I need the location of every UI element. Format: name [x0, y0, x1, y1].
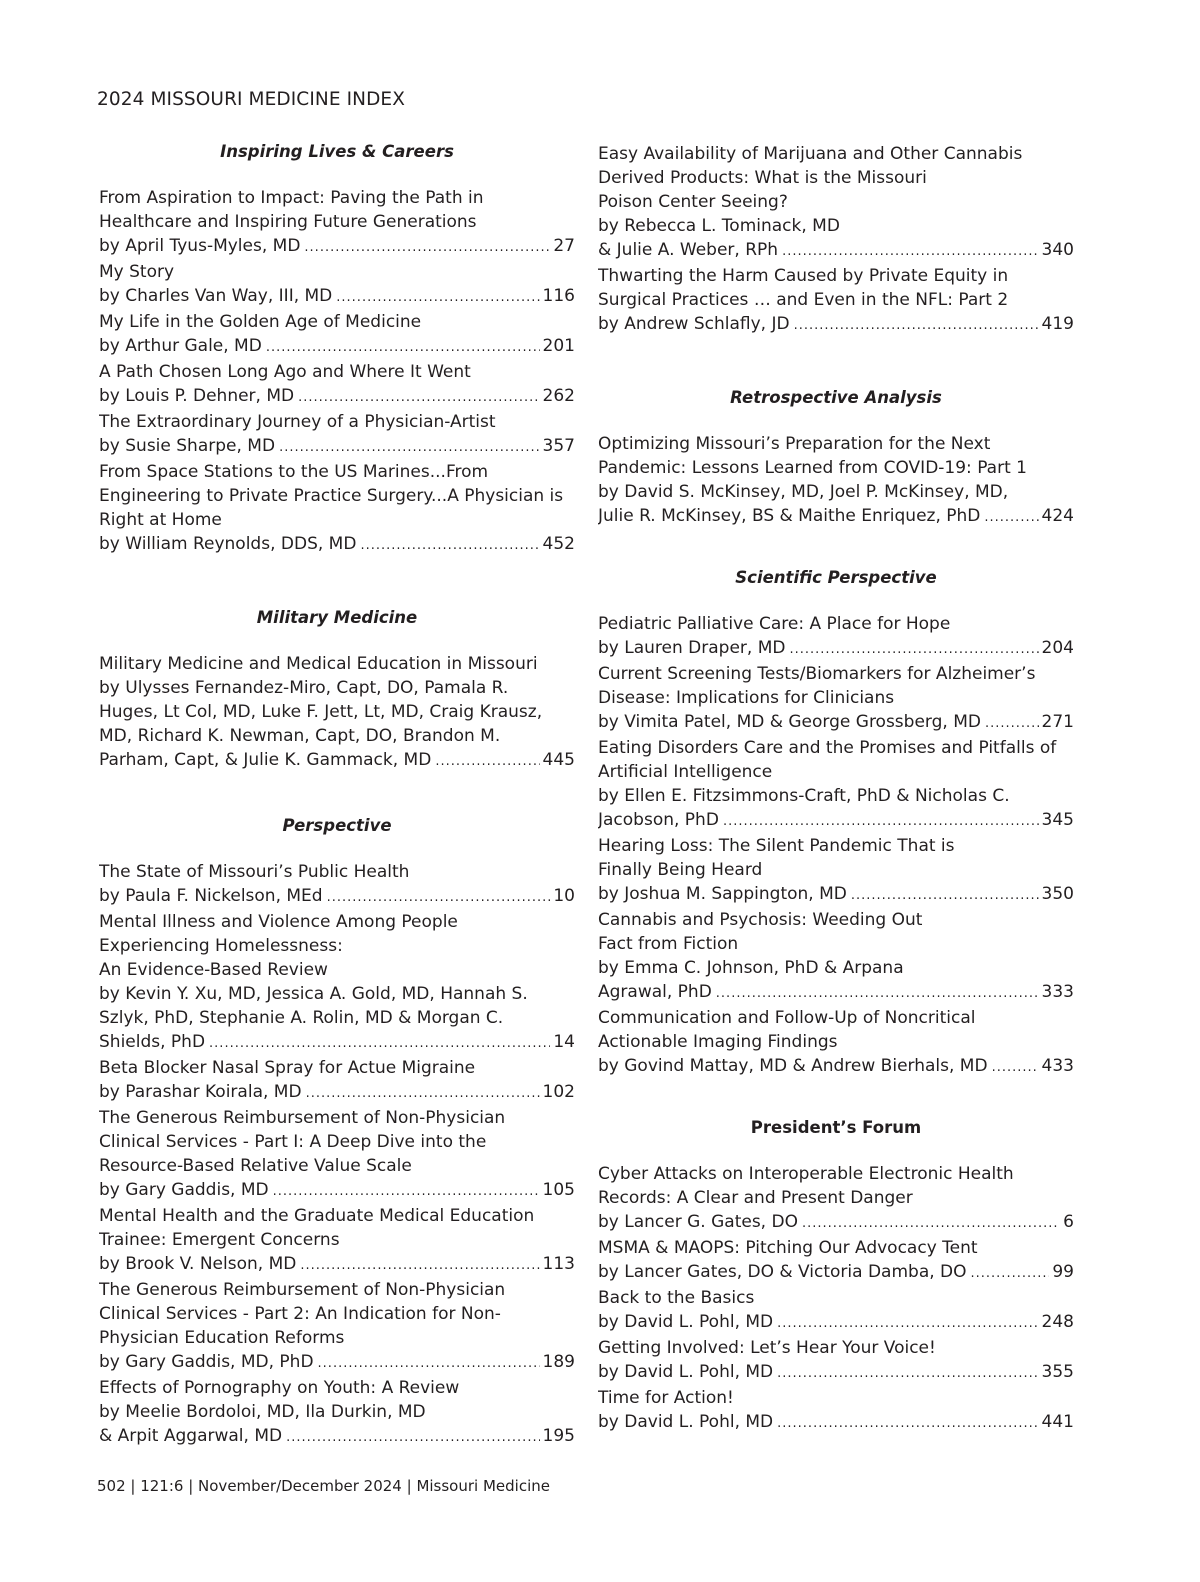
index-entry-byline [99, 1350, 575, 1376]
dot-leader [286, 1426, 539, 1450]
page-number: 27 [553, 236, 575, 256]
index-entry-line: Actionable Imaging Findings [598, 1032, 838, 1052]
page-title: 2024 MISSOURI MEDICINE INDEX [97, 89, 405, 110]
index-entry-byline [598, 980, 1074, 1006]
page-number: 99 [1052, 1262, 1074, 1282]
entry-author: by Govind Mattay, MD & Andrew Bierhals, MD [598, 1056, 988, 1076]
section-heading: Retrospective Analysis [730, 388, 942, 407]
dot-leader [300, 1254, 539, 1278]
index-entry-line: MSMA & MAOPS: Pitching Our Advocacy Tent [598, 1238, 978, 1258]
dot-leader [789, 638, 1038, 662]
index-section [598, 386, 1074, 530]
index-entry-byline [99, 884, 575, 910]
index-entry-byline [598, 1360, 1074, 1386]
dot-leader [984, 506, 1038, 530]
index-entry-byline [99, 1252, 575, 1278]
index-entry-byline [598, 238, 1074, 264]
dot-leader [273, 1180, 540, 1204]
entry-author: Parham, Capt, & Julie K. Gammack, MD [99, 750, 432, 770]
page-number: 189 [542, 1352, 575, 1372]
index-entry-byline [99, 1080, 575, 1106]
right-column [598, 142, 1074, 1436]
dot-leader [777, 1362, 1038, 1386]
entry-author: by Louis P. Dehner, MD [99, 386, 295, 406]
page-number: 10 [553, 886, 575, 906]
entry-author: by April Tyus-Myles, MD [99, 236, 301, 256]
index-entry-line: Szlyk, PhD, Stephanie A. Rolin, MD & Morgan C. [99, 1008, 504, 1028]
dot-leader [782, 240, 1038, 264]
index-entry-byline [598, 504, 1074, 530]
section-heading: Scientific Perspective [735, 568, 937, 587]
dot-leader [723, 810, 1039, 834]
index-entry-line: by Ellen E. Fitzsimmons-Craft, PhD & Nicholas C. [598, 786, 1010, 806]
index-section [598, 566, 1074, 1080]
dot-leader [435, 750, 539, 774]
dot-leader [266, 336, 540, 360]
index-entry-line: Poison Center Seeing? [598, 192, 788, 212]
index-entry-line: Effects of Pornography on Youth: A Review [99, 1378, 460, 1398]
index-entry-line: A Path Chosen Long Ago and Where It Went [99, 362, 471, 382]
entry-author: Jacobson, PhD [598, 810, 719, 830]
page-number: 116 [542, 286, 575, 306]
index-entry-line: Mental Health and the Graduate Medical Education [99, 1206, 535, 1226]
dot-leader [716, 982, 1039, 1006]
index-entry-byline [99, 234, 575, 260]
dot-leader [851, 884, 1039, 908]
page-number: 350 [1041, 884, 1074, 904]
index-entry-byline [598, 1410, 1074, 1436]
dot-leader [304, 236, 550, 260]
left-column [99, 140, 575, 1450]
index-entry-byline [99, 1030, 575, 1056]
dot-leader [985, 712, 1039, 736]
section-heading: Perspective [282, 816, 392, 835]
page-number: 419 [1041, 314, 1074, 334]
entry-author: by Joshua M. Sappington, MD [598, 884, 847, 904]
page-number: 105 [542, 1180, 575, 1200]
index-entry-line: Engineering to Private Practice Surgery...A Physician is [99, 486, 564, 506]
dot-leader [336, 286, 539, 310]
entry-author: by Gary Gaddis, MD, PhD [99, 1352, 314, 1372]
index-entry-line: Disease: Implications for Clinicians [598, 688, 895, 708]
page-number: 204 [1041, 638, 1074, 658]
index-entry-line: Huges, Lt Col, MD, Luke F. Jett, Lt, MD, Craig Krausz, [99, 702, 543, 722]
dot-leader [777, 1412, 1038, 1436]
index-entry-line: Optimizing Missouri’s Preparation for the Next [598, 434, 991, 454]
page-number: 248 [1041, 1312, 1074, 1332]
index-entry-line: Derived Products: What is the Missouri [598, 168, 927, 188]
index-entry-line: by Ulysses Fernandez-Miro, Capt, DO, Pamala R. [99, 678, 509, 698]
index-entry-line: From Aspiration to Impact: Paving the Path in [99, 188, 484, 208]
dot-leader [327, 886, 551, 910]
page-number: 262 [542, 386, 575, 406]
entry-author: Agrawal, PhD [598, 982, 712, 1002]
entry-author: by Vimita Patel, MD & George Grossberg, MD [598, 712, 981, 732]
index-entry-line: Easy Availability of Marijuana and Other Cannabis [598, 144, 1023, 164]
entry-author: by Lancer Gates, DO & Victoria Damba, DO [598, 1262, 967, 1282]
page-number: 102 [542, 1082, 575, 1102]
index-entry-line: Cyber Attacks on Interoperable Electronic Health [598, 1164, 1014, 1184]
index-entry-line: Trainee: Emergent Concerns [99, 1230, 340, 1250]
index-entry-byline [598, 808, 1074, 834]
dot-leader [971, 1262, 1050, 1286]
entry-author: by William Reynolds, DDS, MD [99, 534, 357, 554]
page-number: 271 [1041, 712, 1074, 732]
dot-leader [279, 436, 539, 460]
entry-author: Shields, PhD [99, 1032, 206, 1052]
index-entry-byline [99, 284, 575, 310]
index-entry-byline [99, 748, 575, 774]
index-entry-line: My Life in the Golden Age of Medicine [99, 312, 422, 332]
index-entry-byline [99, 384, 575, 410]
entry-author: by Paula F. Nickelson, MEd [99, 886, 323, 906]
index-entry-byline [99, 1178, 575, 1204]
index-entry-line: Fact from Fiction [598, 934, 739, 954]
index-entry-byline [598, 1210, 1074, 1236]
index-entry-line: by Emma C. Johnson, PhD & Arpana [598, 958, 904, 978]
index-entry-byline [598, 1260, 1074, 1286]
dot-leader [318, 1352, 540, 1376]
index-entry-line: by Kevin Y. Xu, MD, Jessica A. Gold, MD, Hannah S. [99, 984, 528, 1004]
index-entry-line: Clinical Services - Part 2: An Indication for Non- [99, 1304, 501, 1324]
section-heading: President’s Forum [750, 1118, 922, 1137]
index-entry-byline [598, 1054, 1074, 1080]
index-entry-line: Pediatric Palliative Care: A Place for Hope [598, 614, 951, 634]
dot-leader [794, 314, 1039, 338]
page-number: 333 [1041, 982, 1074, 1002]
entry-author: by Brook V. Nelson, MD [99, 1254, 297, 1274]
index-entry-line: An Evidence-Based Review [99, 960, 328, 980]
section-heading: Inspiring Lives & Careers [220, 142, 454, 161]
index-entry-line: Military Medicine and Medical Education in Missouri [99, 654, 538, 674]
page-number: 201 [542, 336, 575, 356]
page-number: 355 [1041, 1362, 1074, 1382]
index-entry-line: Finally Being Heard [598, 860, 763, 880]
page-number: 424 [1041, 506, 1074, 526]
entry-author: by Charles Van Way, III, MD [99, 286, 333, 306]
index-entry-line: Records: A Clear and Present Danger [598, 1188, 913, 1208]
index-entry-byline [99, 532, 575, 558]
index-entry-line: Clinical Services - Part I: A Deep Dive into the [99, 1132, 487, 1152]
entry-author: by Lancer G. Gates, DO [598, 1212, 798, 1232]
entry-author: & Julie A. Weber, RPh [598, 240, 779, 260]
index-entry-line: Current Screening Tests/Biomarkers for Alzheimer’s [598, 664, 1036, 684]
entry-author: by Susie Sharpe, MD [99, 436, 276, 456]
page-number: 113 [542, 1254, 575, 1274]
page-number: 195 [542, 1426, 575, 1446]
index-section [99, 814, 575, 1450]
entry-author: by Gary Gaddis, MD [99, 1180, 269, 1200]
index-entry-line: Surgical Practices … and Even in the NFL: Part 2 [598, 290, 1009, 310]
entry-author: by Parashar Koirala, MD [99, 1082, 302, 1102]
entry-author: by David L. Pohl, MD [598, 1312, 774, 1332]
entry-author: by Arthur Gale, MD [99, 336, 262, 356]
page-number: 441 [1041, 1412, 1074, 1432]
index-entry-line: Mental Illness and Violence Among People [99, 912, 458, 932]
dot-leader [992, 1056, 1039, 1080]
index-entry-line: by Rebecca L. Tominack, MD [598, 216, 840, 236]
index-entry-line: by David S. McKinsey, MD, Joel P. McKinsey, MD, [598, 482, 1009, 502]
index-entry-line: Hearing Loss: The Silent Pandemic That is [598, 836, 955, 856]
index-entry-line: The Generous Reimbursement of Non-Physician [99, 1280, 506, 1300]
index-entry-byline [598, 1310, 1074, 1336]
index-entry-line: Artificial Intelligence [598, 762, 773, 782]
index-entry-byline [598, 710, 1074, 736]
index-entry-line: Eating Disorders Care and the Promises and Pitfalls of [598, 738, 1057, 758]
index-entry-line: Pandemic: Lessons Learned from COVID-19: Part 1 [598, 458, 1027, 478]
index-entry-line: Cannabis and Psychosis: Weeding Out [598, 910, 923, 930]
page-number: 357 [542, 436, 575, 456]
section-heading: Military Medicine [256, 608, 418, 627]
index-entry-line: The Generous Reimbursement of Non-Physician [99, 1108, 506, 1128]
index-entry-line: Back to the Basics [598, 1288, 755, 1308]
entry-author: by David L. Pohl, MD [598, 1412, 774, 1432]
index-section [598, 1116, 1074, 1436]
index-entry-line: Beta Blocker Nasal Spray for Actue Migraine [99, 1058, 476, 1078]
index-entry-byline [598, 312, 1074, 338]
dot-leader [360, 534, 539, 558]
dot-leader [298, 386, 539, 410]
entry-author: by Andrew Schlafly, JD [598, 314, 790, 334]
entry-author: by David L. Pohl, MD [598, 1362, 774, 1382]
index-entry-line: Experiencing Homelessness: [99, 936, 343, 956]
page-number: 452 [542, 534, 575, 554]
index-entry-line: Resource-Based Relative Value Scale [99, 1156, 412, 1176]
index-section [99, 606, 575, 774]
index-entry-line: MD, Richard K. Newman, Capt, DO, Brandon M. [99, 726, 501, 746]
dot-leader [209, 1032, 550, 1056]
entry-author: & Arpit Aggarwal, MD [99, 1426, 283, 1446]
index-entry-line: Getting Involved: Let’s Hear Your Voice! [598, 1338, 936, 1358]
dot-leader [777, 1312, 1038, 1336]
index-entry-byline [598, 882, 1074, 908]
index-entry-line: Communication and Follow-Up of Noncritical [598, 1008, 976, 1028]
dot-leader [306, 1082, 540, 1106]
index-entry-line: My Story [99, 262, 175, 282]
page-number: 340 [1041, 240, 1074, 260]
index-entry-line: by Meelie Bordoloi, MD, Ila Durkin, MD [99, 1402, 426, 1422]
entry-author: Julie R. McKinsey, BS & Maithe Enriquez, PhD [598, 506, 981, 526]
index-entry-line: Healthcare and Inspiring Future Generations [99, 212, 477, 232]
index-section [99, 140, 575, 558]
page-number: 6 [1063, 1212, 1074, 1232]
index-entry-line: The Extraordinary Journey of a Physician-Artist [99, 412, 496, 432]
index-section [598, 142, 1074, 338]
dot-leader [802, 1212, 1060, 1236]
index-entry-byline [99, 434, 575, 460]
index-entry-line: Physician Education Reforms [99, 1328, 345, 1348]
index-entry-byline [598, 636, 1074, 662]
page-footer: 502 | 121:6 | November/December 2024 | Missouri Medicine [97, 1477, 550, 1495]
index-entry-line: Thwarting the Harm Caused by Private Equity in [598, 266, 1009, 286]
index-entry-line: From Space Stations to the US Marines...From [99, 462, 489, 482]
entry-author: by Lauren Draper, MD [598, 638, 786, 658]
index-entry-byline [99, 334, 575, 360]
page-number: 345 [1041, 810, 1074, 830]
index-entry-line: The State of Missouri’s Public Health [99, 862, 410, 882]
page-number: 445 [542, 750, 575, 770]
page-number: 14 [553, 1032, 575, 1052]
index-entry-line: Time for Action! [598, 1388, 734, 1408]
page-number: 433 [1041, 1056, 1074, 1076]
index-entry-byline [99, 1424, 575, 1450]
index-entry-line: Right at Home [99, 510, 222, 530]
